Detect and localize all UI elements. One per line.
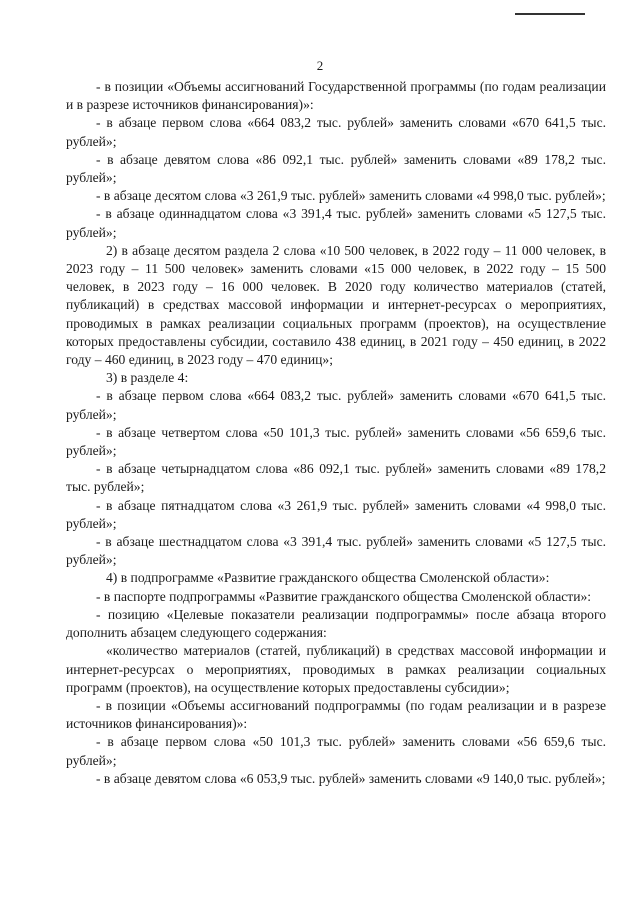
paragraph: - в абзаце десятом слова «3 261,9 тыс. рублей» заменить словами «4 998,0 тыс. рублей»; [96, 188, 606, 204]
paragraph: - в паспорте подпрограммы «Развитие гражданского общества Смоленской области»: [96, 588, 592, 604]
paragraph: - в абзаце первом слова «664 083,2 тыс. рублей» заменить словами «670 641,5 тыс. рублей»; [66, 115, 606, 149]
paragraph: - в позиции «Объемы ассигнований подпрограммы (по годам реализации и в разрезе источников финансирования)»: [66, 697, 606, 732]
paragraph: - в абзаце четырнадцатом слова «86 092,1 тыс. рублей» заменить словами «89 178,2 тыс. рублей»; [66, 461, 606, 495]
paragraph: 4) в подпрограмме «Развитие гражданского общества Смоленской области»: [106, 570, 550, 586]
paragraph: - в абзаце первом слова «50 101,3 тыс. рублей» заменить словами «56 659,6 тыс. рублей»; [66, 734, 606, 768]
paragraph: - в абзаце пятнадцатом слова «3 261,9 тыс. рублей» заменить словами «4 998,0 тыс. рублей»; [66, 497, 606, 531]
document-body [66, 78, 606, 788]
paragraph: - в абзаце четвертом слова «50 101,3 тыс. рублей» заменить словами «56 659,6 тыс. рублей»; [66, 424, 606, 459]
paragraph: «количество материалов (статей, публикаций) в средствах массовой информации и интернет-ресурсах о мероприятиях, проводимых в рамках реализации социальных программ (проектов), на осуществление которых предоставлены субсидии»; [66, 643, 606, 695]
paragraph: - в абзаце одиннадцатом слова «3 391,4 тыс. рублей» заменить словами «5 127,5 тыс. рублей»; [66, 206, 606, 240]
paragraph: 2) в абзаце десятом раздела 2 слова «10 500 человек, в 2022 году – 11 000 человек, в 2023 году – 11 500 человек» заменить словами «15 000 человек, в 2022 году – 15 500 человек, в 2023 году – 16 000 человек. В 2020 году количество материалов (статей, публикаций) в средствах массовой информации и интернет-ресурсах о мероприятиях, проводимых в рамках реализации социальных программ (проектов), на осуществление которых предоставлены субсидии, составило 438 единиц, в 2021 году – 450 единиц, в 2022 году – 460 единиц, в 2023 году – 470 единиц»; [66, 242, 606, 368]
paragraph: 3) в разделе 4: [106, 370, 189, 386]
paragraph: - в абзаце первом слова «664 083,2 тыс. рублей» заменить словами «670 641,5 тыс. рублей»; [66, 388, 606, 422]
paragraph: - позицию «Целевые показатели реализации подпрограммы» после абзаца второго дополнить абзацем следующего содержания: [66, 606, 606, 641]
paragraph: - в абзаце девятом слова «6 053,9 тыс. рублей» заменить словами «9 140,0 тыс. рублей»; [96, 770, 606, 786]
scan-mark [515, 13, 585, 15]
page-number: 2 [316, 58, 324, 73]
paragraph: - в позиции «Объемы ассигнований Государственной программы (по годам реализации и в разрезе источников финансирования)»: [66, 79, 606, 113]
paragraph: - в абзаце шестнадцатом слова «3 391,4 тыс. рублей» заменить словами «5 127,5 тыс. рублей»; [66, 534, 606, 568]
paragraph: - в абзаце девятом слова «86 092,1 тыс. рублей» заменить словами «89 178,2 тыс. рублей»; [66, 151, 606, 186]
